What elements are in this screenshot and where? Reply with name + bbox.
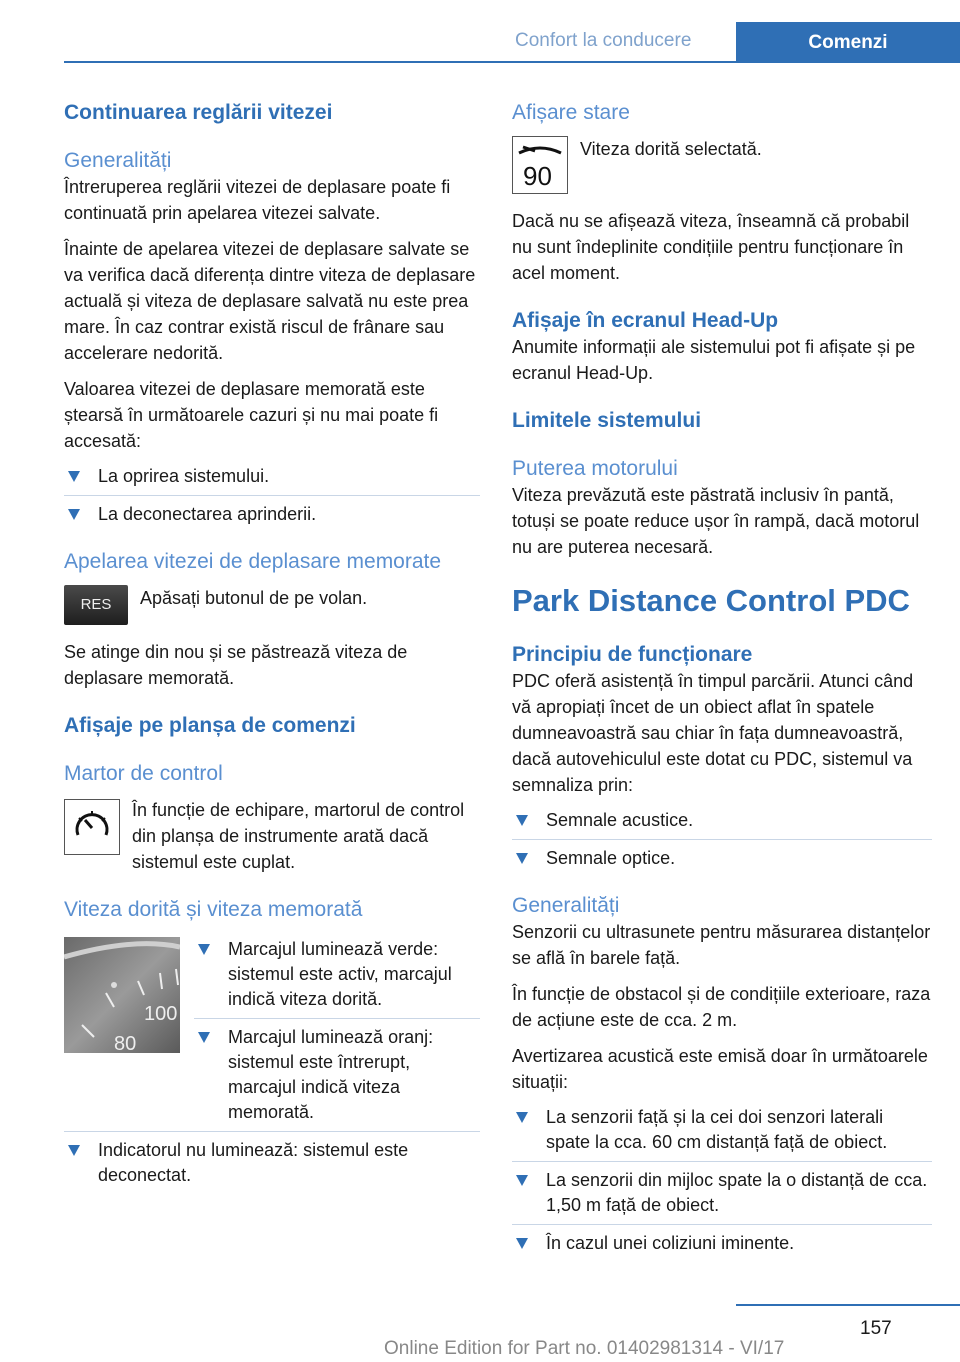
triangle-bullet-icon bbox=[516, 1175, 528, 1186]
status-value: 90 bbox=[523, 161, 552, 191]
header-rule bbox=[64, 61, 960, 63]
gauge-label-100: 100 bbox=[144, 1003, 178, 1025]
para-g2: În funcție de obstacol și de condițiile exterioare, raza de acțiune este de cca. 2 m. bbox=[512, 984, 931, 1030]
edition-note: Online Edition for Part no. 01402981314 - VI/17 bbox=[384, 1338, 785, 1359]
list-item: La oprirea sistemului. bbox=[64, 464, 480, 496]
list-marker bbox=[194, 937, 480, 1125]
heading-recall: Apelarea vitezei de deplasare memorate bbox=[64, 550, 442, 573]
heading-continue: Continuarea reglării vitezei bbox=[64, 101, 333, 124]
status-row bbox=[512, 136, 932, 194]
triangle-bullet-icon bbox=[68, 1145, 80, 1156]
para-1: Întreruperea reglării vitezei de deplasare poate fi continuată prin apelarea vitezei salvate. bbox=[64, 177, 451, 223]
list-item: La senzorii din mijloc spate la o distanță de cca. 1,50 m față de obiect. bbox=[512, 1168, 932, 1225]
heading-hud: Afișaje în ecranul Head-Up bbox=[512, 309, 779, 332]
right-column bbox=[512, 100, 932, 1256]
list-off bbox=[64, 1138, 480, 1188]
triangle-bullet-icon bbox=[516, 1112, 528, 1123]
triangle-bullet-icon bbox=[198, 1032, 210, 1043]
triangle-bullet-icon bbox=[516, 853, 528, 864]
heading-display: Afișaje pe planșa de comenzi bbox=[64, 714, 356, 737]
triangle-bullet-icon bbox=[516, 1238, 528, 1249]
list-item: Marcajul luminează verde: sistemul este activ, marcajul indică viteza dorită. bbox=[194, 937, 480, 1019]
header-tab: Comenzi bbox=[736, 22, 960, 63]
speed-status-icon bbox=[512, 136, 568, 194]
para-principle: PDC oferă asistență în timpul parcării. Atunci când vă apropiați încet de un obiect aflat în spatele dumneavoastră sau chiar în fața dumneavoastră, dacă autovehiculul este dotat cu PDC, sistemul va semnaliza prin: bbox=[512, 671, 914, 795]
res-row bbox=[64, 585, 480, 625]
list-item: Indicatorul nu luminează: sistemul este deconectat. bbox=[64, 1138, 480, 1188]
page-number: 157 bbox=[860, 1318, 892, 1339]
list-erase bbox=[64, 464, 480, 527]
heading-pdc: Park Distance Control PDC bbox=[512, 583, 910, 618]
para-3: Valoarea vitezei de deplasare memorată este ștearsă în următoarele cazuri și nu mai poate fi accesată: bbox=[64, 379, 439, 451]
list-item: Semnale acustice. bbox=[512, 808, 932, 840]
para-hud: Anumite informații ale sistemului pot fi afișate și pe ecranul Head-Up. bbox=[512, 337, 916, 383]
para-g3: Avertizarea acustică este emisă doar în următoarele situații: bbox=[512, 1046, 928, 1092]
para-2: Înainte de apelarea vitezei de deplasare salvate se va verifica dacă diferența dintre viteza de deplasare actuală și viteza de deplasare salvată nu este prea mare. În caz contrar există riscul de frânare sau accelerare nedorită. bbox=[64, 239, 476, 363]
heading-indicator: Martor de control bbox=[64, 762, 223, 785]
res-text: Apăsați butonul de pe volan. bbox=[140, 588, 368, 608]
gauge-image bbox=[64, 937, 180, 1053]
gauge-label-80: 80 bbox=[114, 1033, 137, 1053]
heading-limits: Limitele sistemului bbox=[512, 409, 702, 432]
left-column bbox=[64, 100, 480, 1188]
para-res2: Se atinge din nou și se păstrează viteza de deplasare memorată. bbox=[64, 642, 408, 688]
para-power: Viteza prevăzută este păstrată inclusiv în pantă, totuși se poate reduce ușor în rampă, dacă motorul nu are puterea necesară. bbox=[512, 485, 920, 557]
heading-general: Generalități bbox=[64, 149, 172, 172]
list-warning bbox=[512, 1105, 932, 1256]
header-section: Confort la conducere bbox=[515, 30, 692, 51]
indicator-row bbox=[64, 797, 480, 875]
list-item: În cazul unei coliziuni iminente. bbox=[512, 1231, 932, 1256]
triangle-bullet-icon bbox=[516, 815, 528, 826]
heading-general2: Generalități bbox=[512, 894, 620, 917]
para-g1: Senzorii cu ultrasunete pentru măsurarea distanțelor se află în barele față. bbox=[512, 922, 931, 968]
triangle-bullet-icon bbox=[198, 944, 210, 955]
list-signals bbox=[512, 808, 932, 871]
triangle-bullet-icon bbox=[68, 471, 80, 482]
gauge-row bbox=[64, 937, 480, 1125]
indicator-text: În funcție de echipare, martorul de control din planșa de instrumente arată dacă sistemul este cuplat. bbox=[132, 800, 465, 872]
status-text: Viteza dorită selectată. bbox=[580, 139, 762, 159]
speedometer-indicator-icon bbox=[64, 799, 120, 855]
res-button-icon: RES bbox=[64, 585, 128, 625]
list-item: Semnale optice. bbox=[512, 846, 932, 871]
heading-status: Afișare stare bbox=[512, 101, 630, 124]
para-status2: Dacă nu se afișează viteza, înseamnă că probabil nu sunt îndeplinite condițiile pentru funcționare în acel moment. bbox=[512, 211, 910, 283]
triangle-bullet-icon bbox=[68, 509, 80, 520]
footer-rule bbox=[736, 1304, 960, 1306]
list-item: La deconectarea aprinderii. bbox=[64, 502, 480, 527]
heading-power: Puterea motorului bbox=[512, 457, 678, 480]
list-item: Marcajul luminează oranj: sistemul este întrerupt, marcajul indică viteza memorată. bbox=[194, 1025, 480, 1125]
heading-speed: Viteza dorită și viteza memorată bbox=[64, 898, 363, 921]
list-item: La senzorii față și la cei doi senzori laterali spate la cca. 60 cm distanță față de obiect. bbox=[512, 1105, 932, 1162]
heading-principle: Principiu de funcționare bbox=[512, 643, 753, 666]
